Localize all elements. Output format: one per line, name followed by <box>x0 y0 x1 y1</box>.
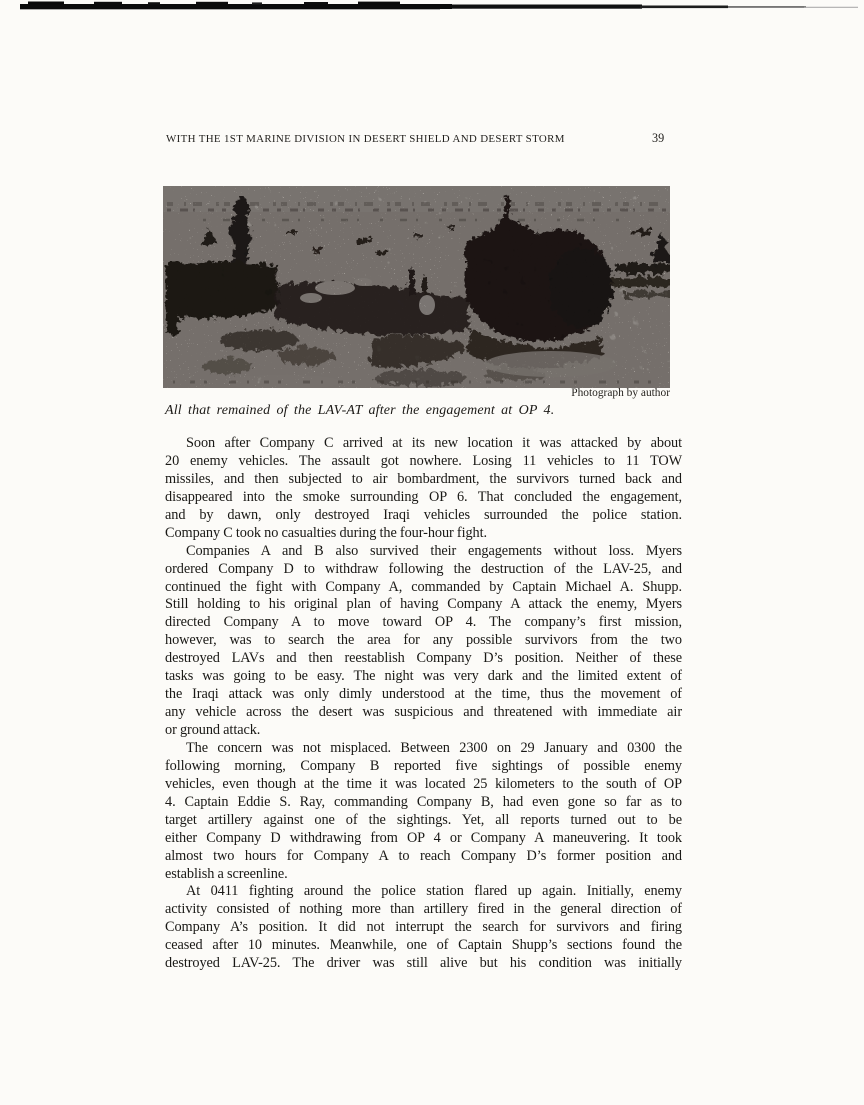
text-line: establish a screenline. <box>165 865 288 882</box>
text-line: disappeared into the smoke surrounding OP 6. That concluded the engagement, <box>165 488 682 505</box>
photo-credit: Photograph by author <box>571 387 670 399</box>
text-line: following morning, Company B reported five sightings of possible enemy <box>165 757 682 774</box>
text-line: destroyed LAVs and then reestablish Company D’s position. Neither of these <box>165 650 682 667</box>
paragraph <box>165 435 682 543</box>
text-line: destroyed LAV-25. The driver was still alive but his condition was initially <box>165 955 682 972</box>
text-line: Company C took no casualties during the four-hour fight. <box>165 524 488 541</box>
text-line: continued the fight with Company A, commanded by Captain Michael A. Shupp. <box>165 578 682 595</box>
text-line: or ground attack. <box>165 722 261 738</box>
destroyed-lav-photo <box>163 186 670 388</box>
text-line: almost two hours for Company A to reach Company D’s former position and <box>165 847 682 864</box>
text-line: directed Company A to move toward OP 4. The company’s first mission, <box>165 614 682 631</box>
photo-caption: All that remained of the LAV-AT after the engagement at OP 4. <box>165 403 555 418</box>
text-line: tasks was going to be easy. The night was very dark and the limited extent of <box>165 668 682 685</box>
text-line: Soon after Company C arrived at its new location it was attacked by about <box>186 435 682 451</box>
text-line: however, was to search the area for any possible survivors from the two <box>165 632 682 649</box>
text-line: either Company D withdrawing from OP 4 or Company A maneuvering. It took <box>165 829 682 846</box>
text-line: missiles, and then subjected to air bombardment, the survivors turned back and <box>165 470 682 487</box>
running-header <box>166 133 636 145</box>
paragraph <box>165 543 682 740</box>
text-line: any vehicle across the desert was suspicious and threatened with immediate air <box>165 704 682 721</box>
text-line: Company A’s position. It did not interrupt the search for survivors and firing <box>165 919 682 936</box>
text-line: ordered Company D to withdraw following the destruction of the LAV-25, and <box>165 560 682 577</box>
text-line: Still holding to his original plan of having Company A attack the enemy, Myers <box>165 596 682 613</box>
text-line: vehicles, even though at the time it was located 25 kilometers to the south of OP <box>165 775 682 792</box>
text-line: the Iraqi attack was only dimly understood at the time, thus the movement of <box>165 686 682 703</box>
text-line: Companies A and B also survived their engagements without loss. Myers <box>186 542 682 559</box>
text-line: ceased after 10 minutes. Meanwhile, one of Captain Shupp’s sections found the <box>165 937 682 954</box>
scan-artifact-top <box>0 0 864 16</box>
body-text <box>165 435 682 973</box>
text-line: target artillery against one of the sightings. Yet, all reports turned out to be <box>165 811 682 828</box>
paragraph <box>165 883 682 973</box>
text-line: 4. Captain Eddie S. Ray, commanding Company B, had even gone so far as to <box>165 793 682 810</box>
page-number: 39 <box>652 131 665 145</box>
text-line: The concern was not misplaced. Between 2300 on 29 January and 0300 the <box>186 739 682 756</box>
photo-figure <box>163 186 670 388</box>
text-line: activity consisted of nothing more than artillery fired in the general direction of <box>165 901 682 918</box>
paragraph <box>165 740 682 884</box>
text-line: and by dawn, only destroyed Iraqi vehicles surrounded the police station. <box>165 506 682 523</box>
text-line: At 0411 fighting around the police station flared up again. Initially, enemy <box>186 883 682 900</box>
header-title: WITH THE 1ST MARINE DIVISION IN DESERT SHIELD AND DESERT STORM <box>166 133 565 145</box>
text-line: 20 enemy vehicles. The assault got nowhere. Losing 11 vehicles to 11 TOW <box>165 452 682 469</box>
